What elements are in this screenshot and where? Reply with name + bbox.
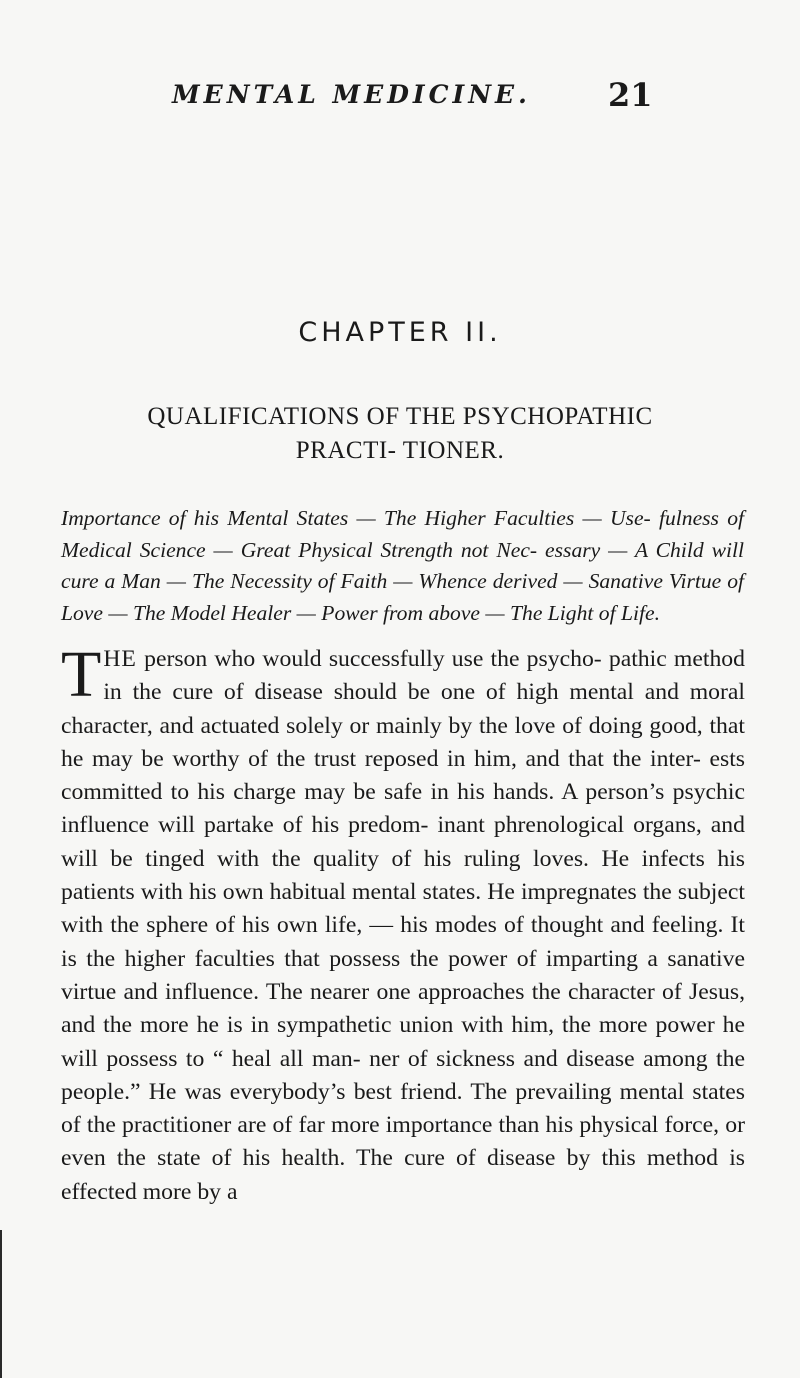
body-text [61, 638, 745, 1209]
chapter-heading: CHAPTER II. [298, 317, 502, 348]
lead-in: HE [103, 646, 137, 672]
running-title: MENTAL MEDICINE. [172, 80, 531, 109]
paragraph-text: person who would successfully use the psycho- pathic method in the cure of disease should be one of high mental and moral character, and actuated solely or mainly by the love of doing good, that he may be worthy of the trust reposed in him, and that the inter- ests committed to his charge may be safe in his hands. A person’s psychic influence will partake of his predom- inant phrenological organs, and will be tinged with the quality of his ruling loves. He infects his patients with his own habitual mental states. He impregnates the subject with the sphere of his own life, — his modes of thought and feeling. It is the higher faculties that possess the power of imparting a sanative virtue and influence. The nearer one approaches the character of Jesus, and the more he is in sympathetic union with him, the more power he will possess to “ heal all man- ner of sickness and disease among the people.” He was everybody’s best friend. The prevailing mental states of the practitioner are of far more importance than his physical force, or even the state of his health. The cure of disease by this method is effected more by a [61, 646, 745, 1205]
chapter-synopsis: Importance of his Mental States — The Higher Faculties — Use- fulness of Medical Science — Great Physical Strength not Nec- essary — A Child will cure a Man — The Necessity of Faith — Whence derived — Sanative Virtue of Love — The Model Healer — Power from above — The Light of Life. [61, 506, 744, 625]
drop-cap: T [61, 638, 102, 711]
chapter-title: QUALIFICATIONS OF THE PSYCHOPATHIC PRACTI- TIONER. [147, 403, 653, 464]
page-edge-line [0, 1230, 8, 1378]
running-head [0, 76, 800, 120]
body-paragraph [61, 638, 745, 1209]
page-number: 21 [608, 76, 653, 114]
